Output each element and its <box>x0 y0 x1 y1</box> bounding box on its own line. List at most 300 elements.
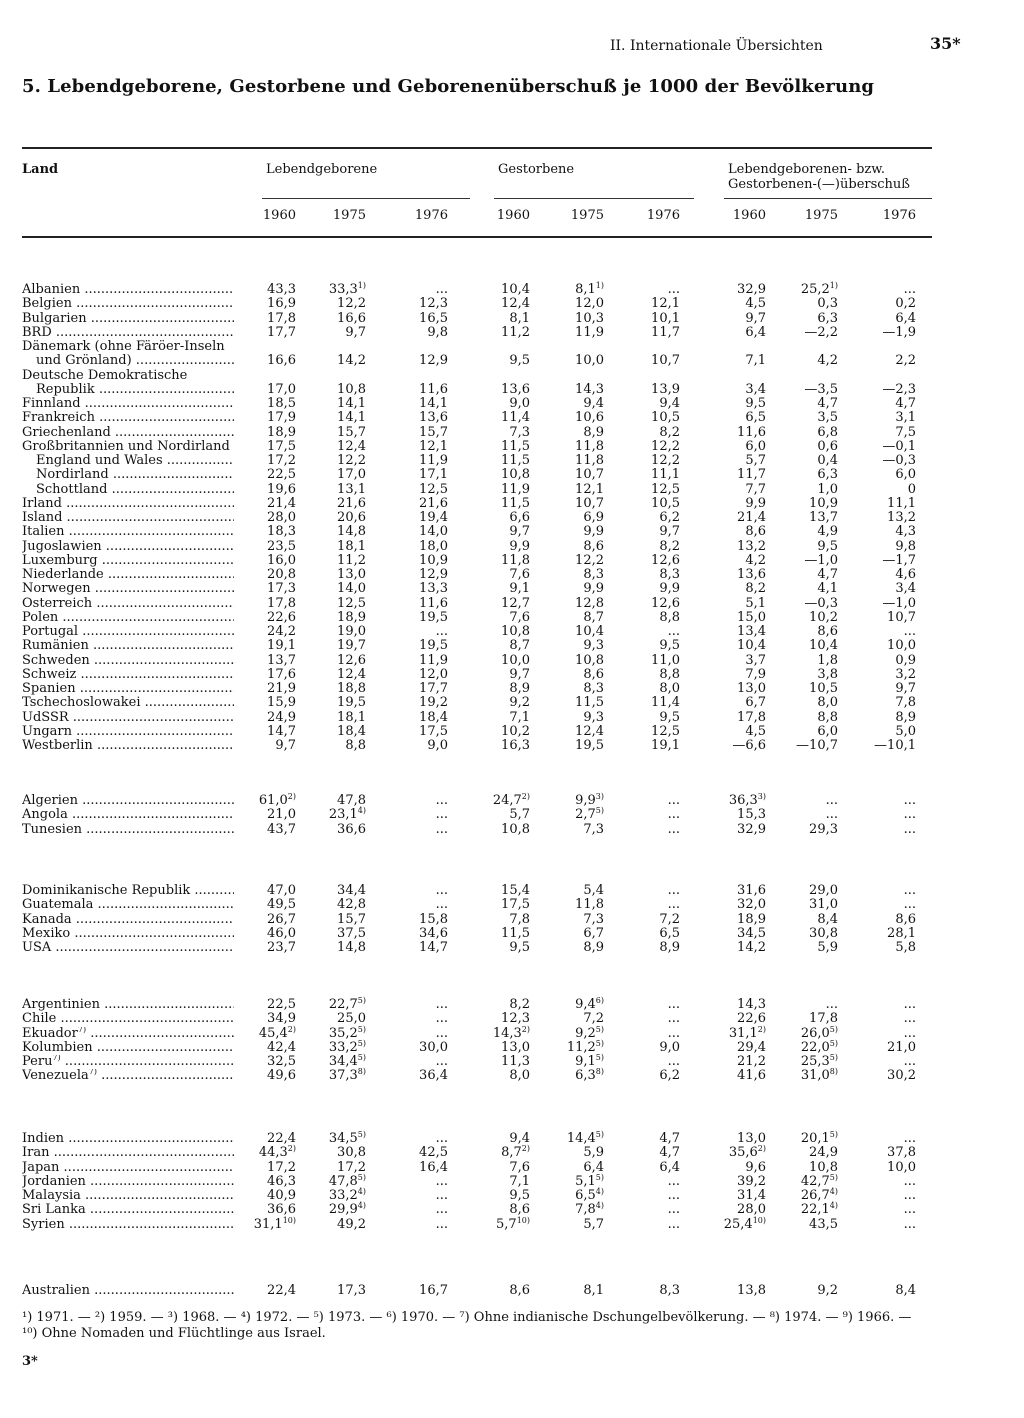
table-cell: 35,6$^{2)}$ <box>728 1144 766 1161</box>
table-cell: 11,4 <box>651 695 680 711</box>
table-cell: 29,9$^{4)}$ <box>328 1201 366 1218</box>
table-cell: 16,6 <box>337 310 366 326</box>
table-cell: 21,6 <box>337 495 366 511</box>
table-cell: 9,1 <box>509 581 530 597</box>
table-cell: 13,6 <box>501 381 530 397</box>
table-cell: ... <box>825 807 838 823</box>
table-cell: —10,7 <box>796 738 838 753</box>
table-cell: 12,6 <box>651 595 680 611</box>
country-label: Dominikanische Republik ..... <box>22 884 234 898</box>
table-cell: 8,8 <box>345 738 366 753</box>
table-cell: 12,4 <box>337 666 366 682</box>
table-cell: 7,6 <box>509 609 530 625</box>
country-label: Malaysia ..... <box>22 1189 234 1203</box>
table-cell: 12,5 <box>419 481 448 497</box>
table-cell: 43,7 <box>267 821 296 837</box>
country-label: Norwegen ..... <box>22 582 234 596</box>
table-cell: ... <box>903 1025 916 1041</box>
country-label: Indien ..... <box>22 1132 234 1146</box>
table-cell: 36,4 <box>419 1068 448 1084</box>
table-cell: 7,3 <box>583 911 604 927</box>
table-cell: 17,8 <box>737 709 766 725</box>
country-label: Belgien ..... <box>22 297 234 311</box>
table-cell: 3,1 <box>895 410 916 426</box>
table-cell: 8,9 <box>659 940 680 955</box>
table-cell: 29,3 <box>809 821 838 837</box>
table-cell: 20,6 <box>337 510 366 525</box>
table-cell: 0,4 <box>817 453 838 468</box>
table-cell: 7,6 <box>509 1159 530 1175</box>
table-cell: 17,3 <box>337 1283 366 1298</box>
table-cell: 45,4$^{2)}$ <box>258 1024 296 1041</box>
table-cell: 17,5 <box>267 438 296 454</box>
table-cell: 8,0 <box>509 1068 530 1084</box>
table-cell: 10,0 <box>501 652 530 668</box>
table-row <box>0 454 1024 468</box>
table-cell: 10,7 <box>575 467 604 483</box>
table-cell: 12,2 <box>651 453 680 468</box>
table-cell: 9,0 <box>659 1039 680 1055</box>
table-cell: 0,3 <box>817 296 838 312</box>
table-cell: 29,0 <box>809 883 838 898</box>
table-cell: 18,4 <box>337 723 366 739</box>
table-cell: 8,0 <box>817 695 838 711</box>
country-label: Portugal ..... <box>22 625 234 639</box>
table-row <box>0 611 1024 625</box>
table-cell: 61,0$^{2)}$ <box>258 792 296 808</box>
table-cell: 13,0 <box>737 1131 766 1146</box>
table-cell: 5,7 <box>583 1216 604 1232</box>
table-cell: 21,2 <box>737 1054 766 1069</box>
table-row <box>0 525 1024 539</box>
year-header-0: 1960 <box>262 208 296 223</box>
table-cell: 43,5 <box>809 1216 838 1232</box>
table-cell: 7,3 <box>583 821 604 837</box>
table-cell: 6,3 <box>817 467 838 483</box>
table-cell: —1,7 <box>882 552 916 568</box>
table-row <box>0 1161 1024 1175</box>
country-label: Dänemark (ohne Färöer-Inseln <box>22 340 225 354</box>
country-label: Italien ..... <box>22 525 234 539</box>
table-cell: 7,3 <box>509 424 530 440</box>
table-cell: 9,3 <box>583 638 604 654</box>
table-cell: ... <box>825 997 838 1012</box>
table-cell: 17,0 <box>337 467 366 483</box>
table-cell: 8,4 <box>817 911 838 927</box>
table-cell: 12,9 <box>419 567 448 582</box>
year-header-3: 1960 <box>496 208 530 223</box>
table-title: 5. Lebendgeborene, Gestorbene und Geborenenüberschuß je 1000 der Bevölkerung <box>22 76 875 97</box>
table-cell: 9,9$^{3)}$ <box>575 792 604 808</box>
table-cell: 15,7 <box>337 911 366 927</box>
country-label: Westberlin ..... <box>22 739 234 753</box>
table-row <box>0 1203 1024 1217</box>
table-cell: 3,4 <box>745 381 766 397</box>
table-cell: 8,9 <box>895 709 916 725</box>
table-row <box>0 913 1024 927</box>
table-cell: 23,7 <box>267 940 296 955</box>
table-cell: ... <box>903 1011 916 1027</box>
table-cell: 19,5 <box>575 738 604 753</box>
table-cell: 16,7 <box>419 1283 448 1298</box>
country-label: Deutsche Demokratische <box>22 368 188 383</box>
table-cell: 9,5 <box>509 1188 530 1203</box>
table-cell: 11,7 <box>651 324 680 340</box>
signature-mark: 3* <box>22 1354 38 1369</box>
table-cell: 26,7 <box>267 911 296 927</box>
table-cell: ... <box>435 1025 448 1041</box>
table-cell: ... <box>435 1188 448 1203</box>
table-cell: 22,6 <box>267 609 296 625</box>
table-cell: 15,7 <box>419 424 448 440</box>
year-header-4: 1975 <box>570 208 604 223</box>
table-cell: 10,5 <box>809 681 838 696</box>
table-cell: 10,7 <box>575 495 604 511</box>
table-row <box>0 1132 1024 1146</box>
table-cell: 9,9 <box>509 538 530 554</box>
table-cell: 4,9 <box>817 524 838 540</box>
country-label: Polen ..... <box>22 611 234 625</box>
table-cell: 10,9 <box>809 495 838 511</box>
table-cell: 32,9 <box>737 282 766 297</box>
country-label: Argentinien ..... <box>22 998 234 1012</box>
table-cell: 12,0 <box>575 296 604 312</box>
table-cell: 14,0 <box>419 524 448 540</box>
table-row <box>0 354 1024 368</box>
table-cell: 30,2 <box>887 1068 916 1084</box>
country-label: Syrien ..... <box>22 1218 234 1232</box>
table-row <box>0 369 1024 383</box>
table-cell: 8,2 <box>659 538 680 554</box>
table-cell: 25,0 <box>337 1011 366 1027</box>
table-row <box>0 411 1024 425</box>
table-cell: 3,4 <box>895 581 916 597</box>
table-row <box>0 1189 1024 1203</box>
table-cell: ... <box>435 821 448 837</box>
table-cell: —3,5 <box>804 381 838 397</box>
country-label: Ungarn ..... <box>22 725 234 739</box>
table-cell: 7,1 <box>745 353 766 369</box>
table-cell: 47,0 <box>267 883 296 898</box>
table-cell: ... <box>903 997 916 1012</box>
table-cell: 11,8 <box>501 552 530 568</box>
table-cell: 34,5$^{5)}$ <box>328 1130 366 1146</box>
table-cell: ... <box>435 282 448 297</box>
table-cell: 6,0 <box>895 467 916 483</box>
table-cell: 11,1 <box>651 467 680 483</box>
table-cell: 10,4 <box>575 624 604 639</box>
table-row <box>0 794 1024 808</box>
table-cell: 4,6 <box>895 567 916 582</box>
table-cell: 10,2 <box>809 609 838 625</box>
table-cell: 13,6 <box>737 567 766 582</box>
table-cell: 9,9 <box>659 581 680 597</box>
table-row <box>0 540 1024 554</box>
table-cell: 6,2 <box>659 510 680 525</box>
table-cell: ... <box>903 1131 916 1146</box>
table-cell: 37,5 <box>337 925 366 941</box>
table-cell: 6,7 <box>583 925 604 941</box>
table-row <box>0 283 1024 297</box>
table-cell: ... <box>667 821 680 837</box>
country-label: Venezuela$^{7)}$ ..... <box>22 1069 234 1083</box>
table-cell: ... <box>435 1131 448 1146</box>
table-cell: 9,5 <box>659 638 680 654</box>
table-cell: 10,8 <box>809 1159 838 1175</box>
table-row <box>0 511 1024 525</box>
table-cell: 9,4 <box>509 1131 530 1146</box>
table-cell: 8,8 <box>659 666 680 682</box>
table-cell: 13,1 <box>337 481 366 497</box>
column-header-ueberschuss-2: Gestorbenen-(—)überschuß <box>728 177 910 192</box>
country-label: Republik ..... <box>36 383 234 397</box>
table-cell: ... <box>825 793 838 808</box>
table-cell: 12,5 <box>651 723 680 739</box>
table-cell: ... <box>667 793 680 808</box>
table-cell: 10,5 <box>651 410 680 426</box>
table-cell: 14,2 <box>337 353 366 369</box>
table-cell: 13,2 <box>737 538 766 554</box>
table-cell: 7,8 <box>509 911 530 927</box>
table-cell: 13,6 <box>419 410 448 426</box>
table-cell: 43,3 <box>267 282 296 297</box>
table-cell: 5,0 <box>895 723 916 739</box>
country-label: USA ..... <box>22 941 234 955</box>
table-cell: 9,9 <box>583 581 604 597</box>
table-row <box>0 682 1024 696</box>
table-cell: 17,8 <box>267 310 296 326</box>
table-cell: 19,4 <box>419 510 448 525</box>
table-cell: 6,7 <box>745 695 766 711</box>
table-cell: 8,2 <box>659 424 680 440</box>
table-cell: 17,6 <box>267 666 296 682</box>
table-cell: —2,2 <box>804 324 838 340</box>
table-cell: 10,4 <box>809 638 838 654</box>
table-cell: 12,4 <box>501 296 530 312</box>
table-cell: 11,9 <box>575 324 604 340</box>
table-cell: 17,9 <box>267 410 296 426</box>
table-cell: 11,5 <box>501 925 530 941</box>
table-cell: 28,0 <box>267 510 296 525</box>
table-cell: ... <box>667 997 680 1012</box>
table-cell: 11,8 <box>575 438 604 454</box>
country-label: Finnland ..... <box>22 397 234 411</box>
table-cell: 9,9 <box>583 524 604 540</box>
table-cell: 16,0 <box>267 552 296 568</box>
table-cell: 9,1$^{5)}$ <box>575 1053 604 1069</box>
table-cell: 7,9 <box>745 666 766 682</box>
table-row <box>0 711 1024 725</box>
year-header-6: 1960 <box>732 208 766 223</box>
year-header-1: 1975 <box>332 208 366 223</box>
table-cell: —0,3 <box>882 453 916 468</box>
table-cell: 9,4 <box>583 396 604 411</box>
table-cell: 11,6 <box>737 424 766 440</box>
table-cell: 15,3 <box>737 807 766 823</box>
table-cell: 8,4 <box>895 1283 916 1298</box>
table-cell: 11,5 <box>501 495 530 511</box>
table-cell: 9,5 <box>509 940 530 955</box>
table-cell: ... <box>435 1216 448 1232</box>
table-cell: ... <box>903 282 916 297</box>
table-row <box>0 468 1024 482</box>
table-cell: ... <box>667 1173 680 1189</box>
table-cell: 4,7 <box>659 1131 680 1146</box>
table-cell: 34,4 <box>337 883 366 898</box>
table-cell: 47,8 <box>337 793 366 808</box>
table-cell: 12,2 <box>337 453 366 468</box>
table-cell: 11,2$^{5)}$ <box>566 1038 604 1055</box>
table-cell: 10,0 <box>887 638 916 654</box>
table-cell: 21,6 <box>419 495 448 511</box>
table-cell: 5,4 <box>583 883 604 898</box>
table-cell: 19,5 <box>419 638 448 654</box>
country-label: Großbritannien und Nordirland ..... <box>22 440 234 454</box>
table-cell: 18,9 <box>267 424 296 440</box>
table-row <box>0 884 1024 898</box>
table-cell: 19,0 <box>337 624 366 639</box>
year-header-2: 1976 <box>414 208 448 223</box>
table-cell: 17,2 <box>267 453 296 468</box>
table-cell: 24,9 <box>809 1145 838 1161</box>
table-cell: 9,7 <box>745 310 766 326</box>
group-rule-gestorbene <box>494 198 694 199</box>
country-label: Albanien ..... <box>22 283 234 297</box>
table-cell: 18,5 <box>267 396 296 411</box>
table-cell: 9,5 <box>509 353 530 369</box>
table-cell: 0,2 <box>895 296 916 312</box>
table-cell: 11,9 <box>419 652 448 668</box>
table-cell: —1,0 <box>804 552 838 568</box>
table-cell: 9,5 <box>745 396 766 411</box>
table-cell: 25,4$^{10)}$ <box>723 1215 766 1232</box>
table-cell: 28,0 <box>737 1202 766 1218</box>
country-label: Australien ..... <box>22 1284 234 1298</box>
table-cell: 4,7 <box>817 396 838 411</box>
table-cell: —1,0 <box>882 595 916 611</box>
table-cell: 10,5 <box>651 495 680 511</box>
table-cell: 18,1 <box>337 709 366 725</box>
table-cell: 32,5 <box>267 1054 296 1069</box>
table-cell: 24,7$^{2)}$ <box>492 792 530 808</box>
table-cell: 17,8 <box>267 595 296 611</box>
table-cell: 8,7$^{2)}$ <box>501 1144 530 1161</box>
table-cell: 16,9 <box>267 296 296 312</box>
table-cell: ... <box>903 1188 916 1203</box>
table-cell: 3,7 <box>745 652 766 668</box>
table-cell: 6,6 <box>509 510 530 525</box>
table-cell: 5,1 <box>745 595 766 611</box>
table-row <box>0 326 1024 340</box>
table-cell: 6,3$^{8)}$ <box>575 1067 604 1084</box>
table-row <box>0 1038 1024 1055</box>
table-cell: 11,8 <box>575 897 604 913</box>
table-row <box>0 823 1024 837</box>
table-cell: 9,2$^{5)}$ <box>575 1024 604 1041</box>
table-cell: 10,3 <box>575 310 604 326</box>
table-row <box>0 927 1024 941</box>
table-cell: 18,9 <box>337 609 366 625</box>
table-cell: 11,9 <box>419 453 448 468</box>
table-row <box>0 397 1024 411</box>
table-cell: 4,7 <box>817 567 838 582</box>
table-cell: 12,3 <box>419 296 448 312</box>
table-row <box>0 483 1024 497</box>
table-cell: 32,9 <box>737 821 766 837</box>
table-cell: 4,3 <box>895 524 916 540</box>
table-cell: 9,3 <box>583 709 604 725</box>
table-cell: 14,3 <box>575 381 604 397</box>
country-label: Japan ..... <box>22 1161 234 1175</box>
table-cell: 5,7$^{10)}$ <box>496 1215 530 1232</box>
country-label: Niederlande ..... <box>22 568 234 582</box>
year-header-8: 1976 <box>882 208 916 223</box>
table-cell: 6,5 <box>745 410 766 426</box>
table-cell: 8,6 <box>817 624 838 639</box>
table-cell: 32,0 <box>737 897 766 913</box>
table-cell: 11,6 <box>419 381 448 397</box>
table-cell: 10,8 <box>337 381 366 397</box>
table-cell: —0,3 <box>804 595 838 611</box>
table-cell: 4,2 <box>745 552 766 568</box>
table-cell: 5,9 <box>817 940 838 955</box>
table-cell: 15,7 <box>337 424 366 440</box>
table-cell: 34,6 <box>419 925 448 941</box>
table-cell: 8,6 <box>509 1283 530 1298</box>
table-row <box>0 568 1024 582</box>
column-header-land: Land <box>22 162 59 177</box>
table-cell: 9,7 <box>659 524 680 540</box>
table-cell: 7,1 <box>509 1173 530 1189</box>
table-cell: 8,2 <box>509 997 530 1012</box>
table-cell: 9,4$^{6)}$ <box>575 996 604 1012</box>
table-cell: 19,1 <box>267 638 296 654</box>
table-cell: 49,5 <box>267 897 296 913</box>
table-cell: ... <box>903 897 916 913</box>
table-cell: 0 <box>907 481 916 497</box>
country-label: Tunesien ..... <box>22 823 234 837</box>
table-cell: 13,7 <box>267 652 296 668</box>
table-cell: 11,3 <box>501 1054 530 1069</box>
table-cell: 8,9 <box>583 424 604 440</box>
table-cell: 21,0 <box>887 1039 916 1055</box>
table-cell: ... <box>435 1202 448 1218</box>
group-rule-ueberschuss <box>724 198 932 199</box>
table-cell: ... <box>435 997 448 1012</box>
table-row <box>0 1055 1024 1069</box>
table-cell: 1,0 <box>817 481 838 497</box>
table-cell: 3,5 <box>817 410 838 426</box>
table-cell: 49,6 <box>267 1068 296 1084</box>
table-cell: ... <box>667 624 680 639</box>
table-cell: ... <box>435 1173 448 1189</box>
country-label: Sri Lanka ..... <box>22 1203 234 1217</box>
table-row <box>0 639 1024 653</box>
table-cell: ... <box>667 883 680 898</box>
table-row <box>0 998 1024 1012</box>
table-cell: ... <box>435 807 448 823</box>
table-cell: 22,1$^{4)}$ <box>800 1201 838 1218</box>
table-cell: —2,3 <box>882 381 916 397</box>
table-cell: 14,3 <box>737 997 766 1012</box>
table-cell: 42,4 <box>267 1039 296 1055</box>
footnote-line-2: ¹⁰) Ohne Nomaden und Flüchtlinge aus Israel. <box>22 1326 326 1341</box>
table-cell: 22,5 <box>267 997 296 1012</box>
table-cell: 11,9 <box>501 481 530 497</box>
table-cell: 11,2 <box>337 552 366 568</box>
table-cell: 6,8 <box>817 424 838 440</box>
country-label: UdSSR ..... <box>22 711 234 725</box>
